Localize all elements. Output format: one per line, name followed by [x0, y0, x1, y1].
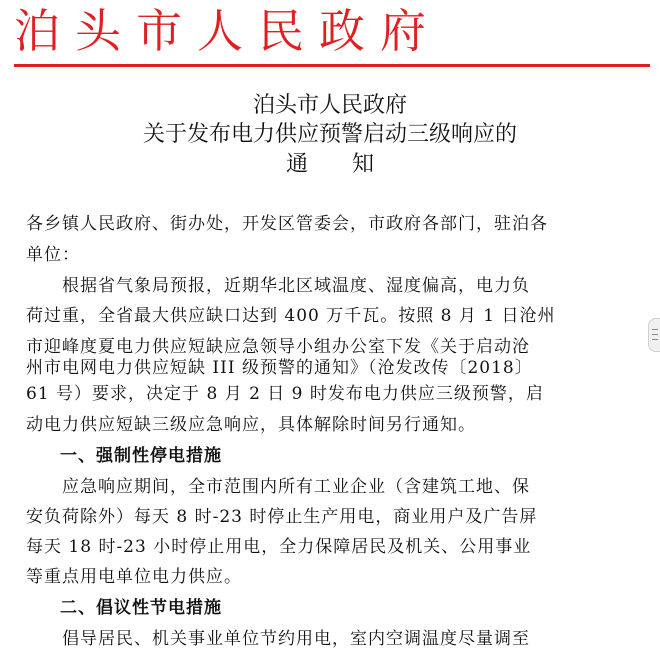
doc-title-line-1: 泊头市人民政府 — [252, 93, 407, 118]
section-heading-2: 二、倡议性节电措施 — [60, 598, 222, 618]
side-panel-tab[interactable] — [648, 318, 660, 352]
section-heading-1: 一、强制性停电措施 — [60, 446, 222, 466]
body-line: 根据省气象局预报，近期华北区域温度、湿度偏高，电力负 — [26, 276, 530, 296]
doc-title-line-2: 关于发布电力供应预警启动三级响应的 — [142, 122, 517, 147]
body-line: 每天 18 时-23 小时停止用电，全力保障居民及机关、公用事业 — [26, 537, 532, 557]
body-line: 应急响应期间，全市范围内所有工业企业（含建筑工地、保 — [26, 477, 530, 497]
doc-title-line-3: 通知 — [285, 152, 418, 177]
header-rule — [14, 64, 650, 67]
body-line: 等重点用电单位电力供应。 — [26, 567, 242, 587]
body-line: 州市电网电力供应短缺 III 级预警的通知》（沧发改传〔2018〕 — [26, 358, 533, 378]
body-line: 倡导居民、机关事业单位节约用电，室内空调温度尽量调至 — [26, 629, 530, 649]
body-line: 荷过重，全省最大供应缺口达到 400 万千瓦。按照 8 月 1 日沧州 — [26, 306, 556, 326]
body-line: 各乡镇人民政府、街办处，开发区管委会，市政府各部门，驻泊各 — [26, 214, 548, 234]
masthead: 泊头市人民政府 — [14, 4, 441, 58]
body-line: 动电力供应短缺三级应急响应，具体解除时间另行通知。 — [26, 415, 476, 435]
menu-lines-icon — [652, 329, 658, 330]
body-line: 单位： — [26, 245, 80, 265]
body-line: 安负荷除外）每天 8 时-23 时停止生产用电，商业用户及广告屏 — [26, 507, 538, 527]
body-line: 61 号）要求，决定于 8 月 2 日 9 时发布电力供应三级预警，启 — [26, 384, 544, 404]
body-line: 市迎峰度夏电力供应短缺应急领导小组办公室下发《关于启动沧 — [26, 337, 530, 357]
